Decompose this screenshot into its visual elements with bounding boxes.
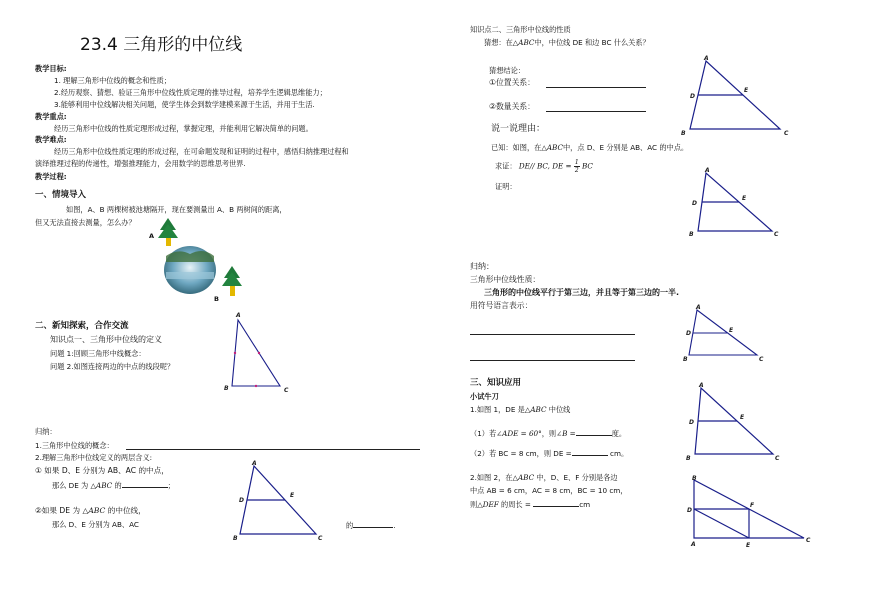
ap1-label-a: A [699,382,704,389]
tree-b-icon [222,266,242,296]
guess-label-e: E [744,87,749,94]
intro-heading: 一、情境导入 [35,190,87,200]
summary-item-1b: 那么 DE 为 △ABC 的 ； [52,481,175,490]
summary-item-2b: 那么 D、E 分别为 AB、AC [52,520,139,529]
theorem-text: 三角形的中位线平行于第三边，并且等于第三边的一半. [484,288,680,297]
def-label-a: A [236,312,241,319]
ind-label-c: C [759,356,764,363]
apply-q1a: （1）若∠ADE = 60°，则∠B = 度。 [470,429,627,438]
ap2-label-d: D [687,507,692,514]
objectives-heading: 教学目标: [35,64,67,73]
tree-a-icon [158,218,178,246]
triangle-figure-midline [232,458,324,542]
apply-q1: 1.如图 1，DE 是△ABC 中位线 [470,405,571,414]
ind-label-a: A [696,304,701,311]
summary-item-1a: ① 如果 D、E 分别为 AB、AC 的中点， [35,466,169,475]
ap2-label-b: B [692,475,697,482]
question-1: 问题 1:回顾三角形中线概念： [50,349,146,358]
summary-item-2a: ②如果 DE 为 △ABC 的中位线， [35,506,146,515]
triangle-figure-apply1 [683,382,783,462]
def-label-c: C [284,387,289,394]
known-line: 已知：如图，在△ABC中，点 D、E 分别是 AB、AC 的中点。 [491,143,689,152]
difficulty-heading: 教学难点: [35,135,67,144]
keypoint-heading: 教学重点: [35,112,67,121]
ap1-label-e: E [740,414,745,421]
blank-position [546,87,646,88]
guess-label-b: B [681,130,686,137]
kp1-title: 知识点一、三角形中位线的定义 [50,335,162,344]
pond-illustration [148,214,248,306]
proof-label: 证明： [495,182,517,191]
triangle-figure-apply2 [682,476,814,550]
reason-label: 说一说理由： [491,124,546,134]
position-label: ①位置关系： [489,78,535,87]
mid-label-c: C [318,535,323,542]
proof-label-b: B [689,231,694,238]
proof-label-d: D [692,200,697,207]
apply-sub: 小试牛刀 [470,392,499,401]
blank-symbol-2 [470,360,635,361]
apply-heading: 三、知识应用 [470,378,522,388]
objective-2: 2.经历观察、猜想、验证三角形中位线性质定理的推导过程，培养学生逻辑思维能力； [54,88,327,97]
objective-3: 3.能够利用中位线解决相关问题，使学生体会到数学建模来源于生活，并用于生活. [54,100,315,109]
guess-line: 猜想：在△ABC中，中位线 DE 和边 BC 什么关系？ [484,38,650,47]
ap1-label-b: B [686,455,691,462]
apply-q2: 2.如图 2，在△ABC 中，D、E、F 分别是各边 [470,473,618,482]
mid-label-b: B [233,535,238,542]
apply-q2-line2: 中点 AB = 6 cm，AC = 8 cm，BC = 10 cm， [470,486,628,495]
summary-line-1: 1.三角形中位线的概念： [35,441,114,450]
triangle-figure-def [222,312,294,398]
blank-symbol-1 [470,334,635,335]
objective-1: 1. 理解三角形中位线的概念和性质； [54,76,171,85]
ind-label-b: B [683,356,688,363]
page-title: 23.4 三角形的中位线 [80,35,243,55]
blank-definition [126,449,420,450]
blank-quantity [546,111,646,112]
keypoint-text: 经历三角形中位线的性质定理形成过程，掌握定理，并能利用它解决简单的问题。 [54,124,313,133]
def-label-b: B [224,385,229,392]
ap1-label-c: C [775,455,780,462]
mid-label-a: A [252,460,257,467]
apply-q2-line3: 则△DEF 的周长 = cm [470,500,591,509]
difficulty-line-2: 演绎推理过程的传递性，增强推理能力，会用数学的思维思考世界. [35,159,246,168]
conclusion-label: 猜想结论： [489,66,525,75]
summary-heading: 归纳： [35,427,57,436]
ind-label-d: D [686,330,691,337]
ind-label-e: E [729,327,734,334]
triangle-figure-proof [684,168,784,238]
question-2: 问题 2.如图连接两边的中点的线段呢？ [50,362,175,371]
intro-line-2: 但又无法直接去测量，怎么办？ [35,218,136,227]
apply-q1b: （2）若 BC = 8 cm，则 DE = cm。 [470,449,629,458]
proof-label-a: A [705,167,710,174]
mid-label-d: D [239,497,244,504]
ap2-label-a: A [691,541,696,548]
explore-heading: 二、新知探索，合作交流 [35,321,129,331]
proof-label-e: E [742,195,747,202]
induction-heading: 归纳： [470,262,494,271]
label-a: A [149,232,155,240]
symbol-label: 用符号语言表示： [470,301,533,310]
ap2-label-f: F [750,502,755,509]
mid-label-e: E [290,492,295,499]
difficulty-line-1: 经历三角形中位线性质定理的形成过程，在可命题发现和证明的过程中，感悟归纳推理过程和 [54,147,349,156]
ap1-label-d: D [689,419,694,426]
ap2-label-c: C [806,537,811,544]
kp2-title: 知识点二、三角形中位线的性质 [470,25,571,34]
guess-label-a: A [704,55,709,62]
triangle-figure-guess [680,55,792,137]
label-b: B [214,295,219,303]
quantity-label: ②数量关系： [489,102,535,111]
summary-line-2: 2.理解三角形中位线定义的两层含义: [35,453,153,462]
induction-line-1: 三角形中位线性质： [470,275,541,284]
guess-label-d: D [690,93,695,100]
proof-label-c: C [774,231,779,238]
prove-line: 求证： DE// BC, DE = $\frac{1}{2}$ BC [495,159,593,174]
ap2-label-e: E [746,542,751,549]
process-heading: 教学过程: [35,172,67,181]
summary-item-2c: 的 . [346,521,396,530]
intro-line-1: 如图，A、B 两棵树被池塘隔开，现在要测量出 A、B 两树间的距离， [66,205,287,214]
triangle-figure-induction [683,306,765,362]
guess-label-c: C [784,130,789,137]
